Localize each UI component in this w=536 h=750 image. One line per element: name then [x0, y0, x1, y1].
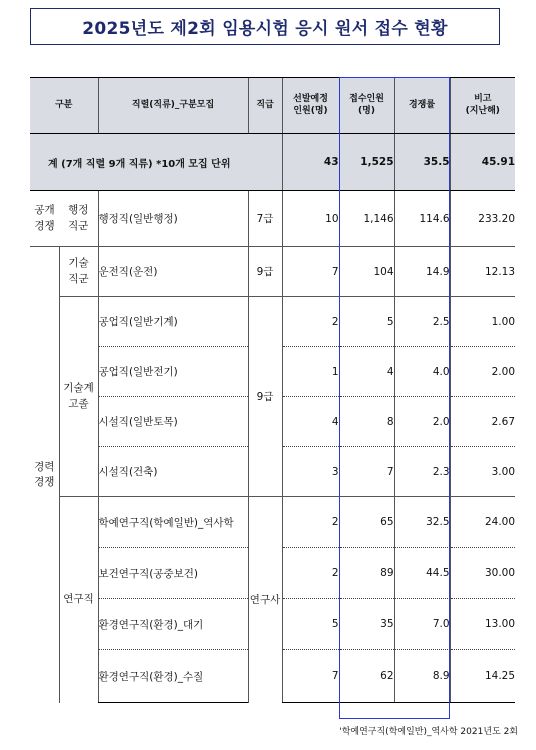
job-name: 행정직(일반행정): [98, 191, 248, 247]
group-career: 경력 경쟁: [30, 247, 59, 703]
page-title: 2025년도 제2회 임용시험 응시 원서 접수 현황: [82, 19, 448, 39]
header-job: 직렬(직류)_구분모집: [98, 78, 248, 134]
applicants-cell: 65: [339, 497, 394, 548]
applicants-cell: 35: [339, 599, 394, 650]
job-name: 환경연구직(환경)_대기: [98, 599, 248, 650]
ratio-cell: 2.0: [394, 397, 450, 447]
header-quota: [282, 78, 339, 134]
header-quota-line1: 선발예정: [293, 94, 328, 105]
header-applicants-line2: (명): [358, 105, 375, 116]
quota-cell: 2: [282, 297, 339, 347]
job-name: 공업직(일반기계): [98, 297, 248, 347]
ratio-cell: 44.5: [394, 548, 450, 599]
remark-cell: 2.00: [450, 347, 515, 397]
remark-cell: 2.67: [450, 397, 515, 447]
applicants-cell: 8: [339, 397, 394, 447]
applications-table: [30, 77, 515, 703]
group-admin: 행정 직군: [68, 204, 89, 232]
ratio-cell: 114.6: [394, 191, 450, 247]
remark-cell: 13.00: [450, 599, 515, 650]
quota-cell: 2: [282, 497, 339, 548]
header-applicants-line1: 접수인원: [349, 94, 384, 105]
group-research: 연구직: [59, 497, 98, 703]
table-row: [30, 247, 515, 297]
remark-cell: 30.00: [450, 548, 515, 599]
job-name: 보건연구직(공중보건): [98, 548, 248, 599]
grade-cell: 9급: [248, 297, 282, 497]
header-applicants: [339, 78, 394, 134]
applicants-cell: 62: [339, 650, 394, 703]
remark-cell: 24.00: [450, 497, 515, 548]
remark-cell: 12.13: [450, 247, 515, 297]
total-label: 계 (7개 직렬 9개 직류) *10개 모집 단위: [30, 134, 282, 191]
total-quota: 43: [282, 134, 339, 191]
table-row: [30, 297, 515, 347]
applicants-cell: 4: [339, 347, 394, 397]
total-remark: 45.91: [450, 134, 515, 191]
quota-cell: 3: [282, 447, 339, 497]
header-quota-line2: 인원(명): [293, 105, 328, 116]
job-name: 공업직(일반전기): [98, 347, 248, 397]
total-row: [30, 134, 515, 191]
job-name: 환경연구직(환경)_수질: [98, 650, 248, 703]
grade-cell: 9급: [248, 247, 282, 297]
quota-cell: 10: [282, 191, 339, 247]
total-applicants: 1,525: [339, 134, 394, 191]
remark-cell: 3.00: [450, 447, 515, 497]
ratio-cell: 7.0: [394, 599, 450, 650]
grade-cell: 연구사: [248, 497, 282, 703]
header-remark-line2: (지난해): [465, 105, 500, 116]
ratio-cell: 32.5: [394, 497, 450, 548]
quota-cell: 2: [282, 548, 339, 599]
total-ratio: 35.5: [394, 134, 450, 191]
job-name: 운전직(운전): [98, 247, 248, 297]
job-name: 학예연구직(학예일반)_역사학: [98, 497, 248, 548]
applicants-cell: 89: [339, 548, 394, 599]
group-techhigh: 기술계 고졸: [59, 297, 98, 497]
group-tech: 기술 직군: [59, 247, 98, 297]
remark-cell: 1.00: [450, 297, 515, 347]
remark-cell: 14.25: [450, 650, 515, 703]
ratio-cell: 2.5: [394, 297, 450, 347]
remark-cell: 233.20: [450, 191, 515, 247]
group-open: 공개 경쟁: [34, 204, 55, 232]
quota-cell: 7: [282, 247, 339, 297]
header-row: [30, 78, 515, 134]
quota-cell: 7: [282, 650, 339, 703]
header-remark-line1: 비고: [474, 94, 492, 105]
ratio-cell: 2.3: [394, 447, 450, 497]
header-ratio: 경쟁률: [394, 78, 450, 134]
title-box: [30, 8, 500, 45]
header-gubun: 구분: [30, 78, 98, 134]
table-row: [30, 497, 515, 548]
ratio-cell: 14.9: [394, 247, 450, 297]
job-name: 시설직(건축): [98, 447, 248, 497]
header-grade: 직급: [248, 78, 282, 134]
quota-cell: 1: [282, 347, 339, 397]
applicants-cell: 7: [339, 447, 394, 497]
header-remark: [450, 78, 515, 134]
quota-cell: 4: [282, 397, 339, 447]
footnote: '학예연구직(학예일반)_역사학 2021년도 2회: [339, 727, 518, 737]
applicants-cell: 104: [339, 247, 394, 297]
ratio-cell: 8.9: [394, 650, 450, 703]
quota-cell: 5: [282, 599, 339, 650]
job-name: 시설직(일반토목): [98, 397, 248, 447]
grade-cell: 7급: [248, 191, 282, 247]
applicants-cell: 1,146: [339, 191, 394, 247]
applicants-cell: 5: [339, 297, 394, 347]
ratio-cell: 4.0: [394, 347, 450, 397]
table-row: [30, 191, 515, 247]
